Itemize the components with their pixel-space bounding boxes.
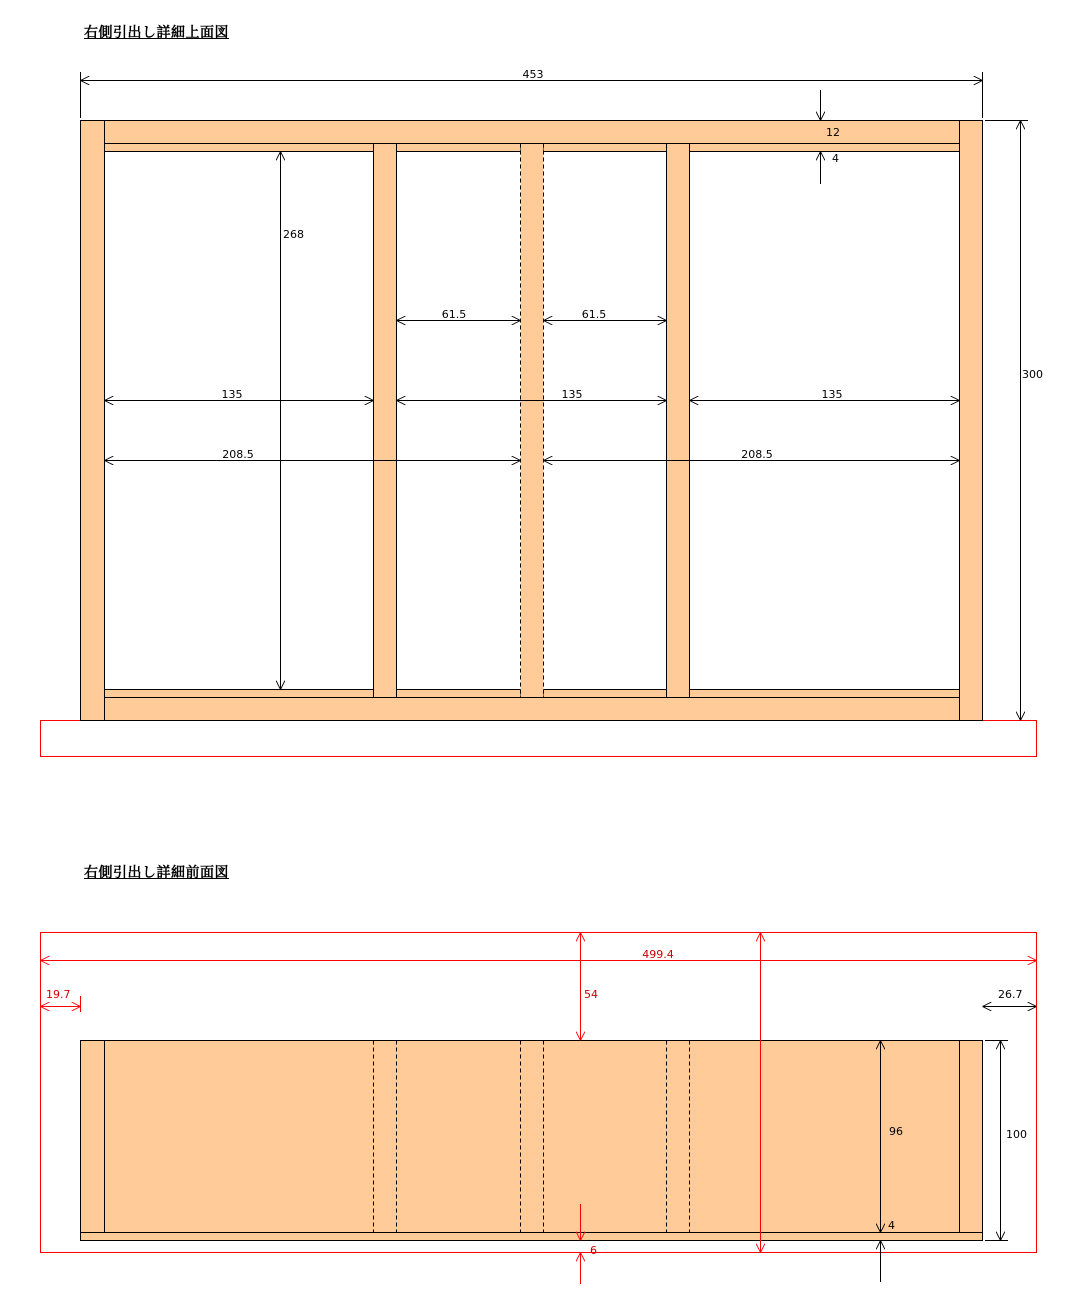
dim-bottom-thickness: 4: [888, 1219, 895, 1232]
front-groove-strip: [105, 144, 374, 152]
dim-bottom-groove: 4: [832, 152, 839, 165]
cabinet-base-outline: [41, 721, 1037, 757]
dim-inner-height: 96: [889, 1125, 903, 1138]
divider-center: [521, 144, 544, 698]
top-view-title: 右側引出し詳細上面図: [84, 25, 229, 41]
right-side-board: [960, 121, 983, 721]
dim-span-left: 208.5: [222, 448, 254, 461]
top-view-drawing: [41, 121, 1037, 757]
dim-right-clearance: 26.7: [998, 988, 1023, 1001]
dim-board-thickness: 12: [826, 126, 840, 139]
back-board: [105, 698, 960, 721]
dim-span-right: 208.5: [741, 448, 773, 461]
dim-compartment-1: 135: [221, 388, 243, 401]
left-side-board: [81, 121, 105, 721]
dim-compartment-3: 135: [821, 388, 843, 401]
bottom-board: [81, 1233, 983, 1241]
dim-left-half-1: 61.5: [441, 308, 467, 321]
divider-right: [667, 144, 690, 698]
dim-opening-width: 499.4: [642, 948, 674, 961]
front-view-title: 右側引出し詳細前面図: [84, 865, 229, 881]
front-view-drawing: [41, 933, 1037, 1253]
divider-left: [374, 144, 397, 698]
dim-height: 100: [1006, 1128, 1027, 1141]
front-panel: [81, 1041, 983, 1233]
dim-compartment-2: 135: [561, 388, 583, 401]
dim-overall-width: 453: [522, 68, 544, 81]
back-groove-strip: [105, 690, 374, 698]
dim-top-clearance: 54: [584, 988, 598, 1001]
dim-bottom-clearance: 6: [590, 1244, 597, 1257]
dim-left-half-2: 61.5: [581, 308, 607, 321]
dim-left-clearance: 19.7: [46, 988, 71, 1001]
dim-overall-depth: 300: [1022, 368, 1043, 381]
dim-inner-depth: 268: [283, 228, 304, 241]
